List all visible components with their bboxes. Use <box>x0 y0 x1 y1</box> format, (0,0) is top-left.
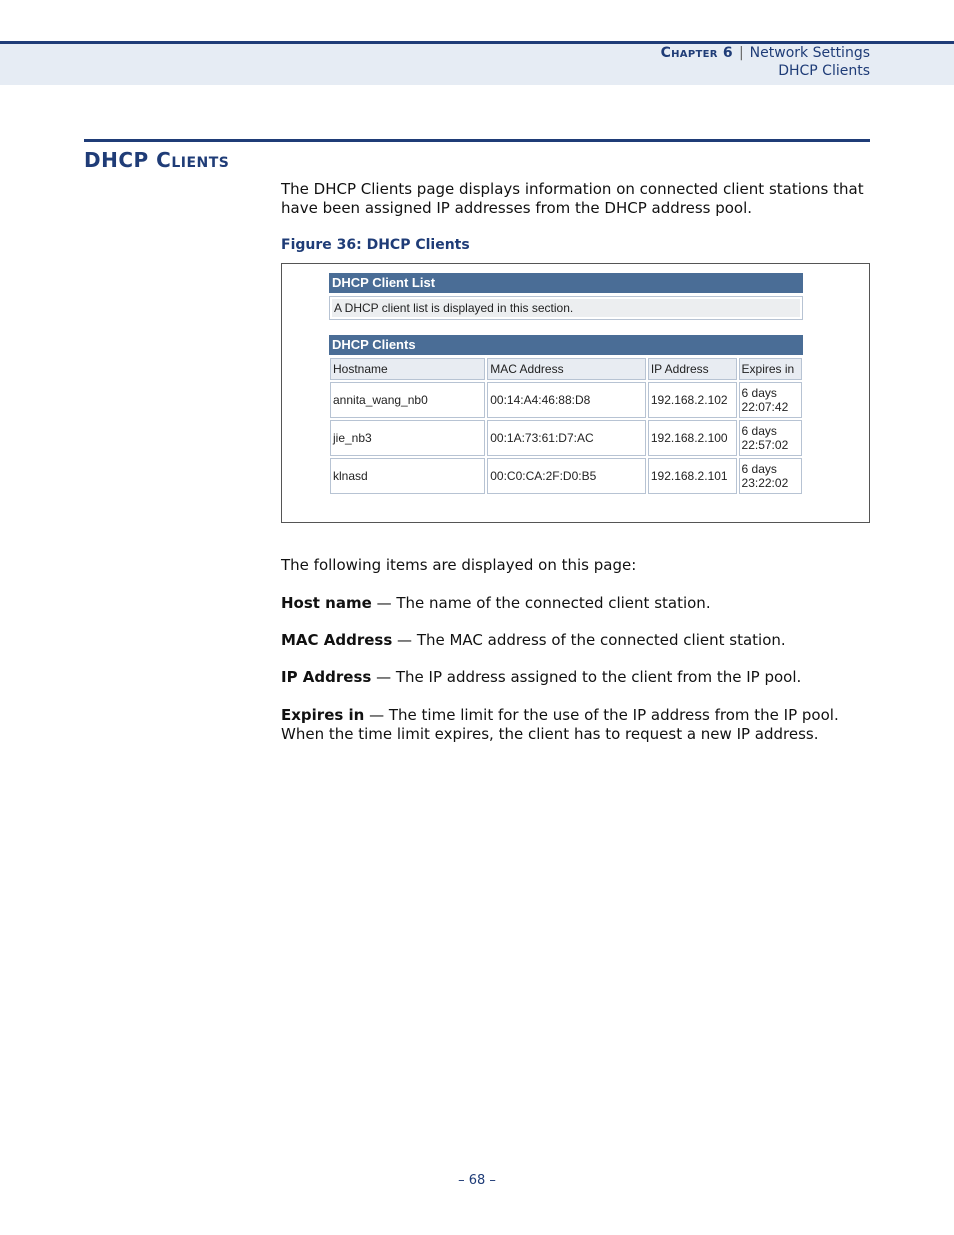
item-expires-in <box>281 706 873 744</box>
intro-paragraph: The DHCP Clients page displays information on connected client stations that have been assigned IP addresses from the DHCP address pool. <box>281 180 864 217</box>
mac-cell: 00:C0:CA:2F:D0:B5 <box>487 458 646 494</box>
items-intro: The following items are displayed on this page: <box>281 556 637 574</box>
table-header-row <box>330 358 802 380</box>
client-list-heading: DHCP Client List <box>329 273 803 293</box>
item-term: IP Address <box>281 668 372 686</box>
section-label: Network Settings <box>749 45 870 61</box>
title-rule <box>84 139 870 142</box>
ip-cell: 192.168.2.102 <box>648 382 737 418</box>
running-header <box>661 45 870 61</box>
clients-table <box>328 356 804 496</box>
item-ip-address <box>281 668 873 687</box>
client-list-panel <box>329 273 803 320</box>
clients-panel <box>329 335 803 496</box>
table-row <box>330 458 802 494</box>
chapter-label: Chapter 6 <box>660 45 733 61</box>
hostname-cell: annita_wang_nb0 <box>330 382 485 418</box>
column-header-expires: Expires in <box>739 358 802 380</box>
subsection-label: DHCP Clients <box>778 63 870 79</box>
ip-cell: 192.168.2.100 <box>648 420 737 456</box>
column-header-hostname: Hostname <box>330 358 485 380</box>
client-list-note: A DHCP client list is displayed in this section. <box>332 299 800 317</box>
hostname-cell: klnasd <box>330 458 485 494</box>
mac-cell: 00:1A:73:61:D7:AC <box>487 420 646 456</box>
item-term: Host name <box>281 594 372 612</box>
column-header-ip: IP Address <box>648 358 737 380</box>
item-description: — The MAC address of the connected client station. <box>392 631 786 649</box>
expires-cell: 6 days 22:57:02 <box>739 420 802 456</box>
page-number: – 68 – <box>458 1173 496 1188</box>
header-separator: | <box>738 45 744 61</box>
item-description: — The time limit for the use of the IP address from the IP pool. When the time limit expires, the client has to request a new IP address. <box>281 706 839 743</box>
item-term: Expires in <box>281 706 365 724</box>
table-row <box>330 382 802 418</box>
item-term: MAC Address <box>281 631 393 649</box>
item-mac-address <box>281 631 873 650</box>
hostname-cell: jie_nb3 <box>330 420 485 456</box>
item-description: — The IP address assigned to the client from the IP pool. <box>371 668 802 686</box>
client-list-body <box>329 296 803 320</box>
mac-cell: 00:14:A4:46:88:D8 <box>487 382 646 418</box>
item-host-name <box>281 594 873 613</box>
item-description: — The name of the connected client station. <box>371 594 711 612</box>
column-header-mac: MAC Address <box>487 358 646 380</box>
expires-cell: 6 days 22:07:42 <box>739 382 802 418</box>
table-row <box>330 420 802 456</box>
clients-heading: DHCP Clients <box>329 335 803 355</box>
figure-caption: Figure 36: DHCP Clients <box>281 237 470 253</box>
expires-cell: 6 days 23:22:02 <box>739 458 802 494</box>
page-title: DHCP Clients <box>84 148 230 172</box>
ip-cell: 192.168.2.101 <box>648 458 737 494</box>
